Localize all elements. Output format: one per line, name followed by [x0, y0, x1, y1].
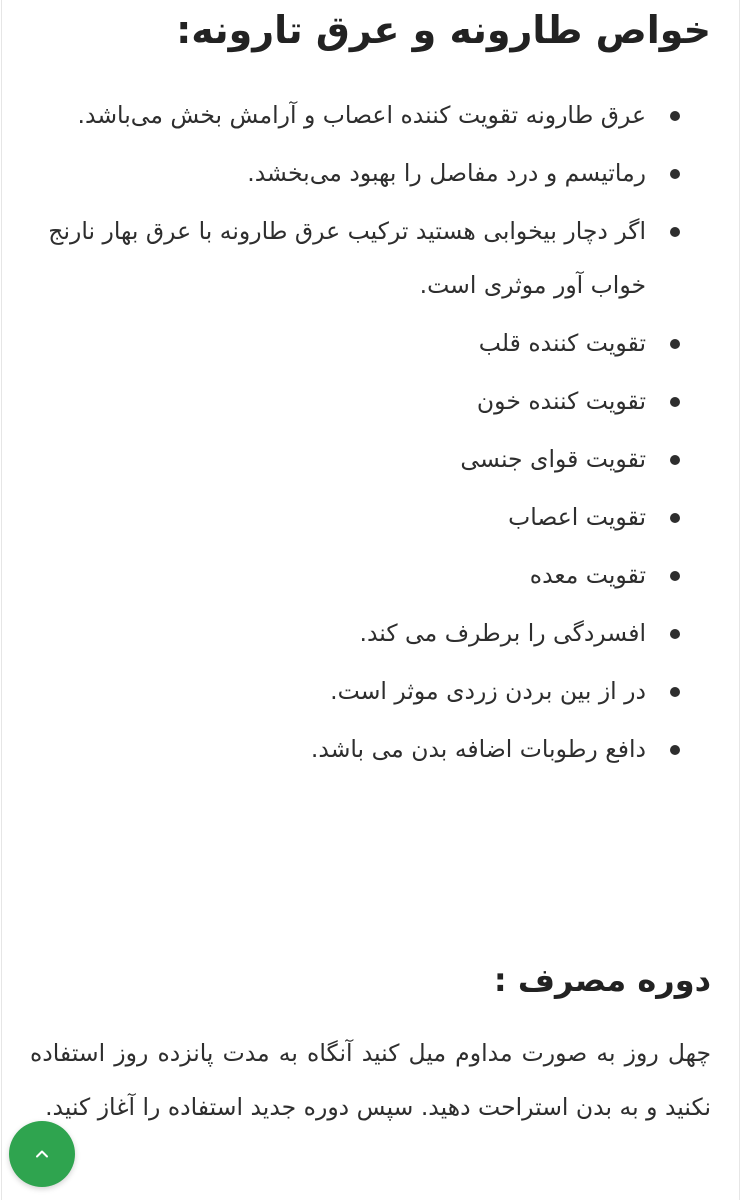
page-border-right	[739, 0, 740, 1200]
scroll-to-top-button[interactable]	[9, 1121, 75, 1187]
usage-paragraph: چهل روز به صورت مداوم میل کنید آنگاه به مدت پانزده روز استفاده نکنید و به بدن استراحت دهید. سپس دوره جدید استفاده را آغاز کنید.	[30, 1039, 711, 1121]
list-item: تقویت اعصاب	[30, 490, 646, 544]
list-item: تقویت کننده قلب	[30, 316, 646, 370]
list-item: تقویت معده	[30, 548, 646, 602]
properties-list	[30, 88, 646, 780]
list-item: تقویت قوای جنسی	[30, 432, 646, 486]
properties-heading: خواص طارونه و عرق تارونه:	[176, 8, 711, 52]
list-item: افسردگی را برطرف می کند.	[30, 606, 646, 660]
list-item: عرق طارونه تقویت کننده اعصاب و آرامش بخش می‌باشد.	[30, 88, 646, 142]
list-item: اگر دچار بیخوابی هستید ترکیب عرق طارونه با عرق بهار نارنج خواب آور موثری است.	[30, 204, 646, 312]
list-item: در از بین بردن زردی موثر است.	[30, 664, 646, 718]
list-item: رماتیسم و درد مفاصل را بهبود می‌بخشد.	[30, 146, 646, 200]
list-item: دافع رطوبات اضافه بدن می باشد.	[30, 722, 646, 776]
usage-heading: دوره مصرف :	[493, 961, 711, 999]
chevron-up-icon	[34, 1146, 50, 1162]
page-border-left	[1, 0, 2, 1200]
list-item: تقویت کننده خون	[30, 374, 646, 428]
